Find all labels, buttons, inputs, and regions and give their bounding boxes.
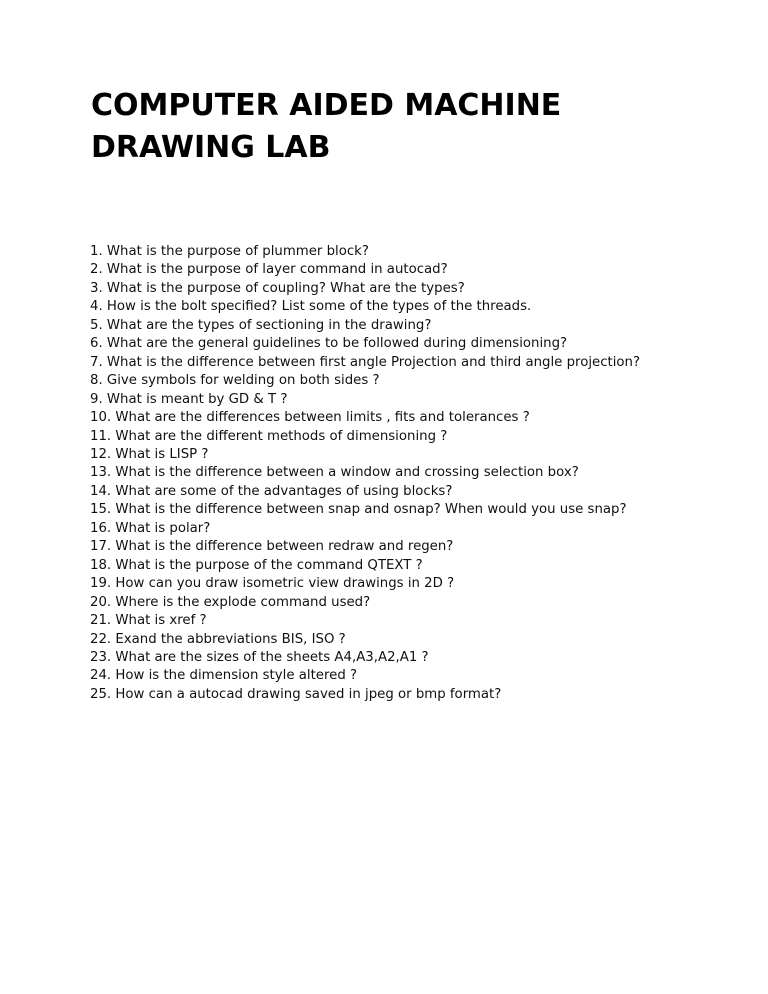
question-item-5: 5. What are the types of sectioning in the drawing? <box>90 317 432 333</box>
question-list <box>90 243 730 704</box>
question-item-24: 24. How is the dimension style altered ? <box>90 668 358 684</box>
question-item-12: 12. What is LISP ? <box>90 446 209 462</box>
question-item-22: 22. Exand the abbreviations BIS, ISO ? <box>90 631 346 647</box>
question-item-6: 6. What are the general guidelines to be followed during dimensioning? <box>90 336 568 352</box>
question-item-11: 11. What are the different methods of dimensioning ? <box>90 428 448 444</box>
title-line-1: COMPUTER AIDED MACHINE <box>91 88 562 123</box>
question-item-15: 15. What is the difference between snap and osnap? When would you use snap? <box>90 502 627 518</box>
question-item-14: 14. What are some of the advantages of using blocks? <box>90 483 453 499</box>
question-item-3: 3. What is the purpose of coupling? What are the types? <box>90 280 465 296</box>
question-item-10: 10. What are the differences between limits , fits and tolerances ? <box>90 410 530 426</box>
question-item-19: 19. How can you draw isometric view drawings in 2D ? <box>90 576 455 592</box>
question-item-2: 2. What is the purpose of layer command in autocad? <box>90 262 448 278</box>
question-item-4: 4. How is the bolt specified? List some of the types of the threads. <box>90 299 532 315</box>
question-item-1: 1. What is the purpose of plummer block? <box>90 244 369 259</box>
question-item-21: 21. What is xref ? <box>90 613 207 629</box>
question-item-18: 18. What is the purpose of the command QTEXT ? <box>90 557 423 573</box>
question-item-20: 20. Where is the explode command used? <box>90 594 371 610</box>
question-item-7: 7. What is the difference between first angle Projection and third angle projection? <box>90 354 641 370</box>
question-item-9: 9. What is meant by GD & T ? <box>90 391 288 407</box>
question-item-16: 16. What is polar? <box>90 520 211 536</box>
question-item-23: 23. What are the sizes of the sheets A4,A3,A2,A1 ? <box>90 649 429 665</box>
document-title <box>91 85 691 169</box>
question-item-25: 25. How can a autocad drawing saved in jpeg or bmp format? <box>90 686 502 702</box>
question-item-8: 8. Give symbols for welding on both sides ? <box>90 373 380 389</box>
question-item-13: 13. What is the difference between a window and crossing selection box? <box>90 465 579 481</box>
question-item-17: 17. What is the difference between redraw and regen? <box>90 539 454 555</box>
title-line-2: DRAWING LAB <box>91 130 331 165</box>
